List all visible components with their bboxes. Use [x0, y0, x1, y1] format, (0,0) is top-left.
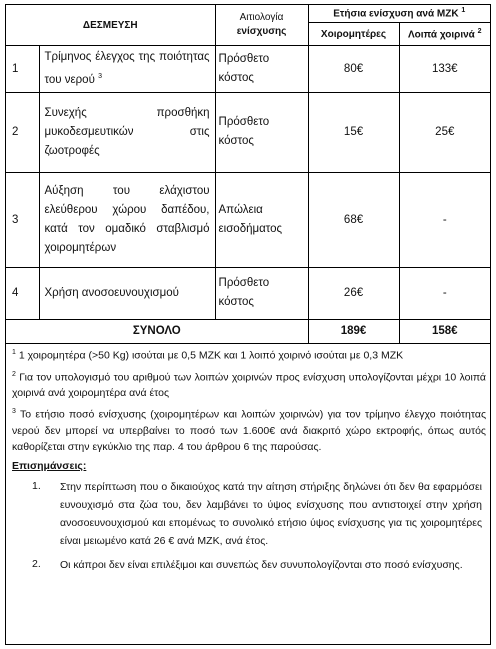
- header-other-label: Λοιπά χοιρινά: [408, 29, 475, 41]
- notes-section: [12, 345, 486, 580]
- row-description: Χρήση ανοσοευνουχισμού: [39, 267, 215, 319]
- header-other-pigs: [399, 23, 490, 46]
- footnote: [12, 404, 486, 455]
- row-pigs-value: 80€: [308, 46, 399, 93]
- footnote-mark: 2: [12, 370, 16, 378]
- footnote-text: 1 χοιρομητέρα (>50 Kg) ισούται με 0,5 ΜΖΚ και 1 λοιπό χοιρινό ισούται με 0,3 ΜΖΚ: [18, 349, 404, 362]
- remark-item: [12, 478, 486, 550]
- total-other-value: 158€: [399, 319, 490, 343]
- header-pigs: Χοιρομητέρες: [308, 23, 399, 46]
- document-frame: [5, 4, 491, 645]
- row-justification: Πρόσθετο κόστος: [215, 267, 308, 319]
- table-row: [6, 92, 490, 172]
- total-row: [6, 319, 490, 343]
- footnote-mark: 3: [12, 408, 16, 415]
- footnote-text: Το ετήσιο ποσό ενίσχυσης (χοιρομητέρων και λοιπών χοιρινών) για τον τρίμηνο έλεγχο ποιότητας νερού δεν μπορεί να υπερβαίνει το ποσό των 1.600€ ανά διακριτό χώρο εκτροφής, όπως αυτός καθορίζεται στην εγκύκλιο της παρ. 4 του άρθρου 6 της παρούσας.: [12, 408, 487, 453]
- header-annual-footnote-mark: 1: [461, 7, 466, 15]
- footnote: [12, 345, 486, 364]
- header-annual-support: [308, 5, 490, 23]
- remarks-heading: Επισημάνσεις:: [12, 459, 87, 472]
- row-other-value: 25€: [399, 92, 490, 172]
- row-justification: Πρόσθετο κόστος: [215, 92, 308, 172]
- row-other-value: 133€: [399, 46, 490, 93]
- row-pigs-value: 15€: [308, 92, 399, 172]
- remark-number: 1.: [32, 479, 41, 492]
- footnote-mark: 1: [12, 349, 16, 356]
- table-row: [6, 46, 490, 93]
- row-other-value: -: [399, 172, 490, 267]
- row-justification: Απώλεια εισοδήματος: [215, 172, 308, 267]
- remark-text: Οι κάπροι δεν είναι επιλέξιμοι και συνεπώς δεν συνυπολογίζονται στο ποσό ενίσχυσης.: [60, 558, 463, 571]
- row-description: Αύξηση του ελάχιστου ελεύθερου χώρου δαπέδου, κατά τον ομαδικό σταβλισμό χοιρομητέρων: [39, 172, 215, 267]
- row-description: Συνεχής προσθήκη μυκοδεσμευτικών στις ζωοτροφές: [39, 92, 215, 172]
- row-justification: Πρόσθετο κόστος: [215, 46, 308, 93]
- total-pigs-value: 189€: [308, 319, 399, 343]
- remark-item: [12, 556, 486, 574]
- header-annual-label: Ετήσια ενίσχυση ανά ΜΖΚ: [333, 8, 459, 20]
- row-number: 2: [6, 92, 39, 172]
- table-row: [6, 267, 490, 319]
- footnote-text: Για τον υπολογισμό του αριθμού των λοιπών χοιρινών προς ενίσχυση υπολογίζονται μέχρι 10 λοιπά χοιρινά ανά χοιρομητέρα ανά έτος: [12, 371, 487, 399]
- header-justification: [215, 5, 308, 46]
- row-description-footnote-mark: 3: [98, 73, 102, 80]
- header-row-1: [6, 5, 490, 23]
- total-label: ΣΥΝΟΛΟ: [6, 319, 308, 343]
- header-other-footnote-mark: 2: [477, 27, 482, 35]
- row-pigs-value: 68€: [308, 172, 399, 267]
- commitments-table: [6, 5, 490, 344]
- row-number: 3: [6, 172, 39, 267]
- header-commitment: ΔΕΣΜΕΥΣΗ: [6, 5, 215, 46]
- row-description: [39, 46, 215, 93]
- table-row: [6, 172, 490, 267]
- footnote: [12, 367, 486, 402]
- header-justification-line1: Αιτιολογία: [239, 12, 284, 23]
- remark-text: Στην περίπτωση που ο δικαιούχος κατά την αίτηση στήριξης δηλώνει ότι δεν θα εφαρμόσει ευνουχισμό στα ζώα του, δεν λαμβάνει το ύψος ενίσχυσης που αντιστοιχεί στην χρήση ανοσοευνουχισμού και επομένως το συνολικό ετήσιο ύψος ενίσχυσης για τις χοιρομητέρες είναι μειωμένο κατά 26 € ανά ΜΖΚ, ανά έτος.: [60, 480, 482, 547]
- remark-number: 2.: [32, 557, 41, 570]
- header-justification-line2: ενίσχυσης: [236, 26, 287, 37]
- row-pigs-value: 26€: [308, 267, 399, 319]
- row-number: 1: [6, 46, 39, 93]
- row-other-value: -: [399, 267, 490, 319]
- row-description-text: Τρίμηνος έλεγχος της ποιότητας του νερού: [44, 51, 210, 86]
- row-number: 4: [6, 267, 39, 319]
